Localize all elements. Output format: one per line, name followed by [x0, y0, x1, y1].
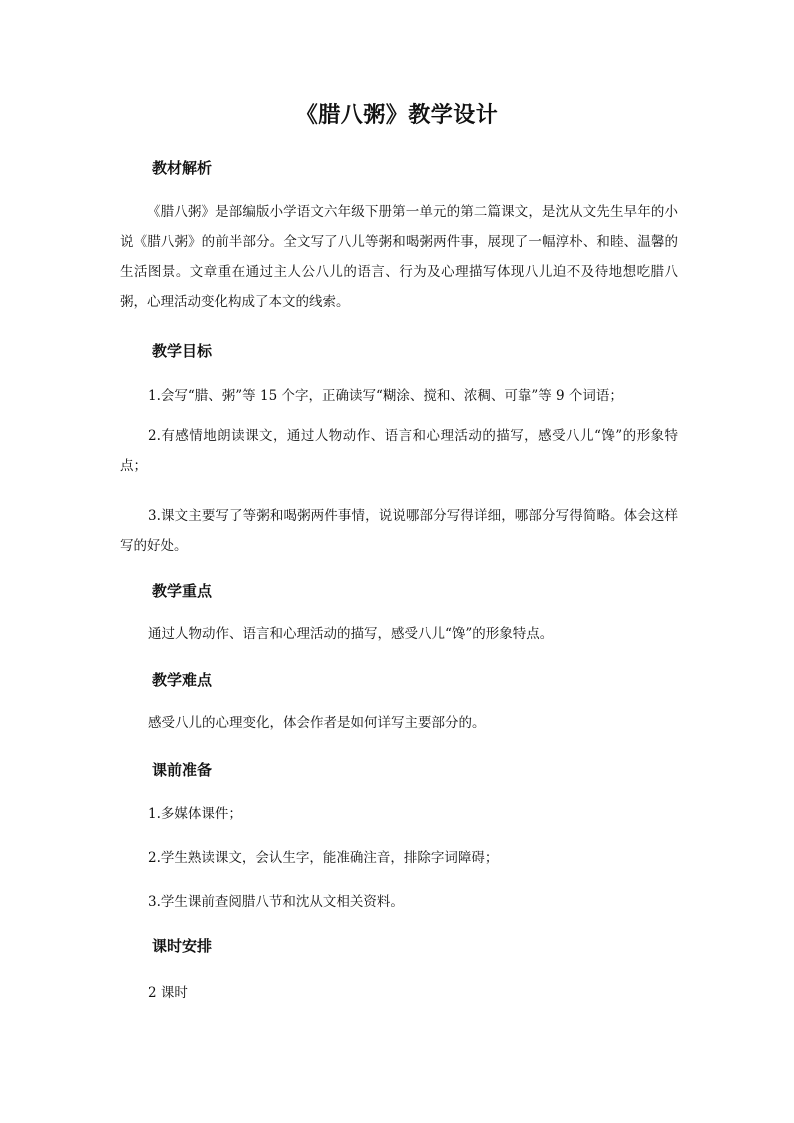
- heading-difficulties: 教学难点: [152, 671, 213, 689]
- goal-item-3: 3.课文主要写了等粥和喝粥两件事情，说说哪部分写得详细，哪部分写得简略。体会这样写的好处。: [120, 508, 678, 554]
- heading-analysis: 教材解析: [152, 159, 213, 177]
- heading-goals: 教学目标: [152, 342, 213, 360]
- heading-schedule: 课时安排: [152, 937, 213, 955]
- preparation-item-1: 1.多媒体课件；: [148, 806, 242, 822]
- paragraph-schedule: 2 课时: [148, 985, 188, 1001]
- paragraph-analysis: 《腊八粥》是部编版小学语文六年级下册第一单元的第二篇课文，是沈从文先生早年的小说《腊八粥》的前半部分。全文写了八儿等粥和喝粥两件事，展现了一幅淳朴、和睦、温馨的生活图景。文章重在通过主人公八儿的语言、行为及心理描写体现八儿迫不及待地想吃腊八粥，心理活动变化构成了本文的线索。: [120, 204, 678, 310]
- preparation-item-3: 3.学生课前查阅腊八节和沈从文相关资料。: [148, 894, 404, 910]
- paragraph-difficulties: 感受八儿的心理变化，体会作者是如何详写主要部分的。: [148, 715, 486, 731]
- document-title: 《腊八粥》教学设计: [295, 103, 499, 128]
- goal-item-1: 1.会写“腊、粥”等 15 个字，正确读写“糊涂、搅和、浓稠、可靠”等 9 个词语；: [148, 388, 623, 404]
- heading-preparation: 课前准备: [152, 761, 213, 779]
- goal-item-2: 2.有感情地朗读课文，通过人物动作、语言和心理活动的描写，感受八儿“馋”的形象特点；: [120, 428, 678, 474]
- paragraph-key-points: 通过人物动作、语言和心理活动的描写，感受八儿“馋”的形象特点。: [148, 626, 554, 642]
- preparation-item-2: 2.学生熟读课文，会认生字，能准确注音，排除字词障碍；: [148, 850, 499, 866]
- heading-key-points: 教学重点: [152, 582, 213, 600]
